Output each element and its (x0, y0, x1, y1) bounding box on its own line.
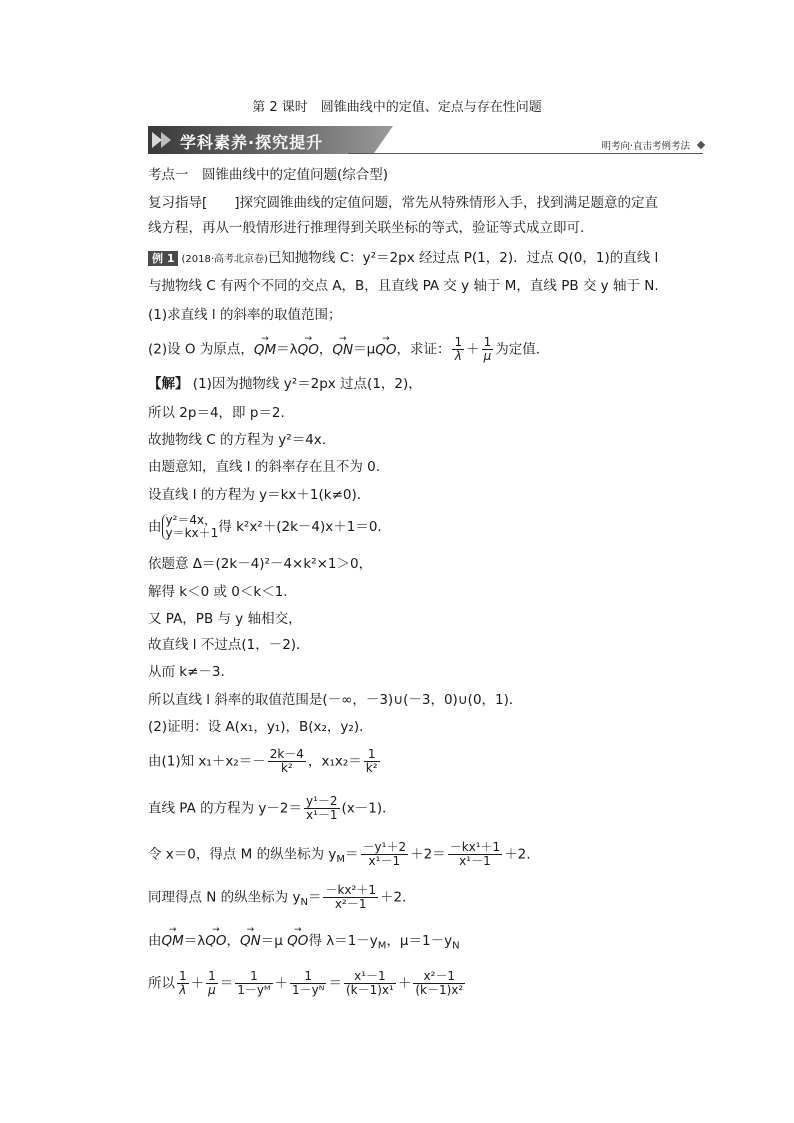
question-2 (148, 336, 549, 363)
solution-line-10: 故直线 l 不过点(1，－2)． (148, 637, 310, 653)
solution-label: 【解】 (148, 376, 189, 392)
denominator: 1－yᴹ (237, 983, 271, 997)
numerator: 2k－4 (269, 747, 304, 761)
q2-sep: ， (318, 341, 333, 358)
chevron-icon (161, 132, 171, 148)
s14-pre: 由(1)知 x₁＋x₂＝－ (148, 753, 266, 770)
vector-qn: → QN (240, 932, 261, 950)
solution-line-2: 所以 2p＝4，即 p＝2. (148, 405, 285, 421)
example-line-1 (148, 249, 658, 269)
example-source: (2018·高考北京卷) (181, 254, 268, 265)
fraction (413, 970, 465, 997)
s16-post: ＋2. (504, 846, 531, 863)
solution-line-7: 依题意 Δ＝(2k－4)²－4×k²×1＞0， (148, 556, 373, 572)
fraction (448, 841, 503, 868)
equals: ＝ (345, 846, 359, 863)
fraction (268, 748, 306, 775)
equals: ＝ (328, 975, 342, 992)
numerator: －y¹＋2 (362, 840, 407, 854)
fraction (206, 970, 218, 997)
s18-eq1: ＝λ (183, 933, 206, 949)
fraction (364, 748, 380, 775)
numerator: 1 (290, 970, 326, 984)
example-badge: 例 1 (148, 251, 178, 266)
solution-text: (1)因为抛物线 y²＝2px 过点(1，2)， (192, 376, 422, 392)
equals: ＝ (307, 889, 322, 906)
denominator: k² (280, 761, 293, 775)
s19-pre: 所以 (148, 975, 175, 992)
solution-line-6 (148, 514, 382, 540)
s18-sep: ， (226, 933, 241, 949)
numerator: 1 (208, 969, 216, 983)
vector-qo: → QO (298, 341, 319, 359)
guide-line-2: 线方程，再从一般情形进行推理得到关联坐标的等式，验证等式成立即可. (148, 220, 585, 236)
denominator: x¹－1 (459, 854, 491, 868)
s15-pre: 直线 PA 的方程为 y－2＝ (148, 800, 302, 817)
subscript: N (452, 940, 460, 952)
example-text: 已知抛物线 C：y²＝2px 经过点 P(1，2)．过点 Q(0，1)的直线 l (267, 250, 659, 266)
s18-post2: ，μ＝1－y (386, 933, 453, 949)
plus-sign: ＋ (190, 975, 205, 992)
solution-line-5: 设直线 l 的方程为 y＝kx＋1(k≠0)． (148, 487, 371, 503)
q2-end: 为定值． (495, 341, 550, 358)
plus-sign: ＋ (397, 975, 412, 992)
vector-qn: → QN (332, 341, 353, 359)
fraction (344, 970, 396, 997)
vector-qo: → QO (375, 341, 396, 359)
vector-qo: → QO (205, 932, 226, 950)
subscript: M (336, 854, 346, 866)
fraction (323, 884, 378, 911)
subscript: M (377, 940, 387, 952)
page-title: 第 2 课时 圆锥曲线中的定值、定点与存在性问题 (252, 100, 542, 115)
plus-sign: ＋ (274, 975, 289, 992)
subscript: N (300, 897, 308, 909)
banner-rule (348, 153, 703, 154)
s18-pre: 由 (148, 933, 162, 949)
fraction (304, 795, 340, 822)
fraction (482, 336, 494, 363)
diamond-icon (697, 141, 705, 149)
numerator: x¹－1 (344, 970, 396, 984)
denominator: x¹－1 (368, 854, 401, 868)
denominator: λ (454, 349, 462, 363)
guide-line-1: 复习指导[ ]探究圆锥曲线的定值问题，常先从特殊情形入手，找到满足题意的定直 (148, 195, 659, 211)
denominator: 1－yᴺ (292, 983, 325, 997)
s16-pre: 令 x＝0，得点 M 的纵坐标为 y (148, 846, 337, 863)
solution-line-15 (148, 795, 396, 822)
fraction (452, 336, 464, 363)
solution-line-13: (2)证明：设 A(x₁，y₁)，B(x₂，y₂)． (148, 719, 373, 735)
solution-line-3: 故抛物线 C 的方程为 y²＝4x. (148, 432, 327, 448)
q2-text: (2)设 O 为原点， (148, 341, 254, 358)
solution-line-8: 解得 k＜0 或 0＜k＜1. (148, 584, 288, 600)
s17-pre: 同理得点 N 的纵坐标为 y (148, 889, 301, 906)
s16-mid: ＋2＝ (410, 846, 446, 863)
vector-qo: → QO (287, 932, 308, 950)
denominator: λ (179, 983, 187, 997)
denominator: x²－1 (334, 897, 367, 911)
banner-title: 学科素养·探究提升 (180, 133, 324, 152)
solution-line-9: 又 PA，PB 与 y 轴相交， (148, 611, 302, 627)
s18-post: 得 λ＝1－y (308, 933, 378, 949)
fraction (290, 970, 326, 997)
fraction (235, 970, 272, 997)
denominator: (k－1)x² (415, 983, 464, 997)
numerator: 1 (235, 970, 272, 984)
denominator: (k－1)x¹ (345, 983, 394, 997)
question-1: (1)求直线 l 的斜率的取值范围； (148, 307, 342, 323)
system-bottom: y＝kx＋1 (165, 526, 219, 540)
example-line-2: 与抛物线 C 有两个不同的交点 A，B，且直线 PA 交 y 轴于 M，直线 PB 交 y 轴于 N. (148, 278, 659, 294)
vector-qm: → QM (254, 341, 276, 359)
denominator: μ (208, 983, 216, 997)
q2-eq2: ＝μ (353, 341, 376, 358)
s14-mid: ，x₁x₂＝ (307, 753, 362, 770)
solution-line-18 (148, 932, 460, 956)
solution-line-4: 由题意知，直线 l 的斜率存在且不为 0. (148, 459, 381, 475)
s15-post: (x－1)． (341, 800, 396, 817)
numerator: －kx¹＋1 (449, 840, 501, 854)
numerator: 1 (179, 969, 187, 983)
numerator: 1 (483, 335, 492, 349)
plus-sign: ＋ (466, 341, 480, 358)
numerator: x²－1 (413, 970, 465, 984)
fraction (177, 970, 189, 997)
equation-system (162, 514, 219, 540)
numerator: 1 (364, 748, 380, 762)
solution-line-16 (148, 841, 531, 869)
fraction (361, 841, 409, 868)
solution-line-14 (148, 748, 382, 775)
numerator: y¹－2 (305, 794, 338, 808)
vector-qm: → QM (162, 932, 184, 950)
denominator: k² (365, 761, 378, 775)
s17-post: ＋2. (379, 889, 407, 906)
banner-subtitle: 明考向·直击考例考法 (601, 141, 690, 152)
denominator: x¹－1 (305, 808, 338, 822)
solution-line-17 (148, 884, 406, 912)
solution-line-19 (148, 970, 467, 997)
section-heading: 考点一 圆锥曲线中的定值问题(综合型) (148, 167, 389, 183)
solution-line-12: 所以直线 l 斜率的取值范围是(－∞，－3)∪(－3，0)∪(0，1)． (148, 692, 523, 708)
solution-line-11: 从而 k≠－3. (148, 664, 225, 680)
q2-eq1: ＝λ (276, 341, 298, 358)
s6-pre: 由 (148, 519, 162, 535)
s18-eq2: ＝μ (260, 933, 288, 949)
s6-post: 得 k²x²＋(2k－4)x＋1＝0. (218, 519, 382, 535)
section-banner (148, 126, 708, 156)
equals: ＝ (219, 975, 234, 992)
numerator: －kx²＋1 (325, 883, 376, 897)
system-top: y²＝4x， (165, 513, 217, 527)
numerator: 1 (454, 335, 463, 349)
solution-line-1 (148, 375, 422, 393)
denominator: μ (483, 349, 492, 363)
q2-mid: ，求证： (396, 341, 451, 358)
